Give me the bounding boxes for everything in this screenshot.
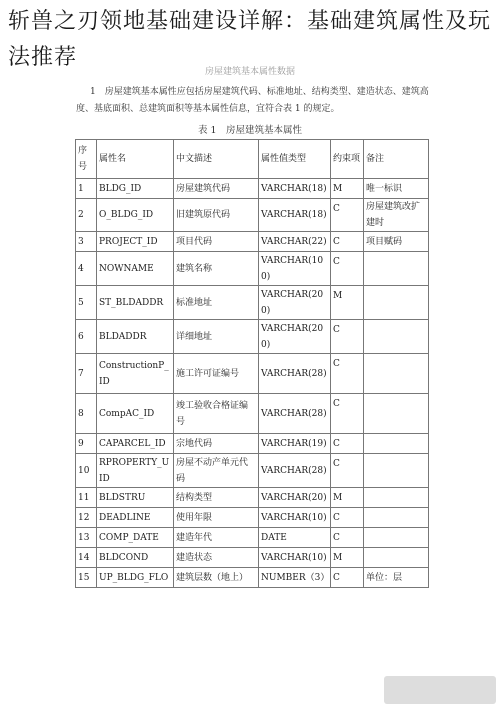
cell-type: VARCHAR(22) — [259, 232, 331, 252]
cell-constraint: C — [331, 199, 364, 232]
cell-note: 房屋建筑改扩建时 — [364, 199, 429, 232]
cell-constraint: C — [331, 320, 364, 354]
cell-name: CAPARCEL_ID — [97, 434, 174, 454]
cell-type: VARCHAR(10) — [259, 548, 331, 568]
cell-name: RPROPERTY_UID — [97, 454, 174, 488]
cell-note — [364, 434, 429, 454]
cell-name: NOWNAME — [97, 252, 174, 286]
cell-no: 5 — [76, 286, 97, 320]
cell-no: 9 — [76, 434, 97, 454]
document-heading: 房屋建筑基本属性数据 — [204, 67, 295, 77]
cell-note — [364, 394, 429, 434]
cell-note — [364, 286, 429, 320]
cell-no: 11 — [76, 488, 97, 508]
cell-constraint: C — [331, 528, 364, 548]
cell-name: UP_BLDG_FLO — [97, 568, 174, 588]
table-row — [76, 568, 429, 588]
cell-constraint: M — [331, 548, 364, 568]
table-body — [76, 179, 429, 588]
cell-type: VARCHAR(28) — [259, 354, 331, 394]
document-image — [0, 58, 500, 707]
header-constraint: 约束项 — [331, 140, 364, 179]
cell-type: VARCHAR(200) — [259, 286, 331, 320]
cell-desc: 施工许可证编号 — [174, 354, 259, 394]
watermark-logo — [384, 676, 496, 704]
cell-type: VARCHAR(20) — [259, 488, 331, 508]
cell-desc: 房屋不动产单元代码 — [174, 454, 259, 488]
table-row — [76, 252, 429, 286]
cell-name: O_BLDG_ID — [97, 199, 174, 232]
cell-name: BLDCOND — [97, 548, 174, 568]
header-no: 序号 — [76, 140, 97, 179]
cell-note — [364, 454, 429, 488]
page-headline: 斩兽之刃领地基础建设详解：基础建筑属性及玩法推荐 — [8, 9, 492, 70]
cell-no: 7 — [76, 354, 97, 394]
cell-note: 单位：层 — [364, 568, 429, 588]
table-row — [76, 286, 429, 320]
cell-type: VARCHAR(100) — [259, 252, 331, 286]
cell-desc: 建筑名称 — [174, 252, 259, 286]
cell-no: 6 — [76, 320, 97, 354]
table-row — [76, 454, 429, 488]
cell-constraint: C — [331, 394, 364, 434]
cell-no: 12 — [76, 508, 97, 528]
table-row — [76, 232, 429, 252]
cell-type: NUMBER（3） — [259, 568, 331, 588]
cell-desc: 建造状态 — [174, 548, 259, 568]
cell-desc: 房屋建筑代码 — [174, 179, 259, 199]
cell-name: ST_BLDADDR — [97, 286, 174, 320]
header-type: 属性值类型 — [259, 140, 331, 179]
table-row — [76, 199, 429, 232]
cell-constraint: C — [331, 252, 364, 286]
cell-type: VARCHAR(28) — [259, 394, 331, 434]
table-row — [76, 394, 429, 434]
cell-desc: 标准地址 — [174, 286, 259, 320]
cell-no: 2 — [76, 199, 97, 232]
attribute-table — [75, 139, 429, 588]
cell-no: 14 — [76, 548, 97, 568]
cell-constraint: M — [331, 179, 364, 199]
cell-constraint: C — [331, 508, 364, 528]
cell-type: VARCHAR(19) — [259, 434, 331, 454]
cell-name: PROJECT_ID — [97, 232, 174, 252]
cell-note — [364, 488, 429, 508]
header-note: 备注 — [364, 140, 429, 179]
cell-desc: 建筑层数（地上） — [174, 568, 259, 588]
cell-name: CompAC_ID — [97, 394, 174, 434]
cell-no: 3 — [76, 232, 97, 252]
cell-type: VARCHAR(18) — [259, 199, 331, 232]
table-row — [76, 179, 429, 199]
header-desc: 中文描述 — [174, 140, 259, 179]
table-row — [76, 548, 429, 568]
table-row — [76, 488, 429, 508]
cell-no: 4 — [76, 252, 97, 286]
cell-name: BLDSTRU — [97, 488, 174, 508]
table-row — [76, 320, 429, 354]
cell-desc: 竣工验收合格证编号 — [174, 394, 259, 434]
cell-name: BLDG_ID — [97, 179, 174, 199]
table-header-row — [76, 140, 429, 179]
cell-name: DEADLINE — [97, 508, 174, 528]
table-row — [76, 354, 429, 394]
cell-name: ConstructionP_ID — [97, 354, 174, 394]
cell-desc: 宗地代码 — [174, 434, 259, 454]
cell-desc: 结构类型 — [174, 488, 259, 508]
table-row — [76, 434, 429, 454]
cell-type: VARCHAR(28) — [259, 454, 331, 488]
cell-constraint: C — [331, 568, 364, 588]
intro-paragraph: 1 房屋建筑基本属性应包括房屋建筑代码、标准地址、结构类型、建造状态、建筑高度、基底面积、总建筑面积等基本属性信息，宜符合表 1 的规定。 — [76, 87, 429, 114]
cell-note — [364, 354, 429, 394]
table-row — [76, 508, 429, 528]
cell-name: BLDADDR — [97, 320, 174, 354]
cell-name: COMP_DATE — [97, 528, 174, 548]
cell-desc: 详细地址 — [174, 320, 259, 354]
cell-type: VARCHAR(10) — [259, 508, 331, 528]
cell-desc: 使用年限 — [174, 508, 259, 528]
cell-note — [364, 252, 429, 286]
cell-note — [364, 508, 429, 528]
cell-constraint: M — [331, 488, 364, 508]
cell-note: 唯一标识 — [364, 179, 429, 199]
cell-desc: 旧建筑原代码 — [174, 199, 259, 232]
table-row — [76, 528, 429, 548]
cell-type: VARCHAR(18) — [259, 179, 331, 199]
table-caption: 表 1 房屋建筑基本属性 — [197, 125, 303, 136]
cell-desc: 建造年代 — [174, 528, 259, 548]
header-name: 属性名 — [97, 140, 174, 179]
cell-note: 项目赋码 — [364, 232, 429, 252]
cell-no: 8 — [76, 394, 97, 434]
cell-note — [364, 528, 429, 548]
cell-desc: 项目代码 — [174, 232, 259, 252]
cell-no: 15 — [76, 568, 97, 588]
cell-no: 1 — [76, 179, 97, 199]
cell-no: 13 — [76, 528, 97, 548]
cell-constraint: C — [331, 454, 364, 488]
cell-constraint: C — [331, 232, 364, 252]
cell-type: VARCHAR(200) — [259, 320, 331, 354]
cell-constraint: C — [331, 434, 364, 454]
cell-no: 10 — [76, 454, 97, 488]
cell-constraint: C — [331, 354, 364, 394]
cell-type: DATE — [259, 528, 331, 548]
cell-constraint: M — [331, 286, 364, 320]
cell-note — [364, 320, 429, 354]
cell-note — [364, 548, 429, 568]
